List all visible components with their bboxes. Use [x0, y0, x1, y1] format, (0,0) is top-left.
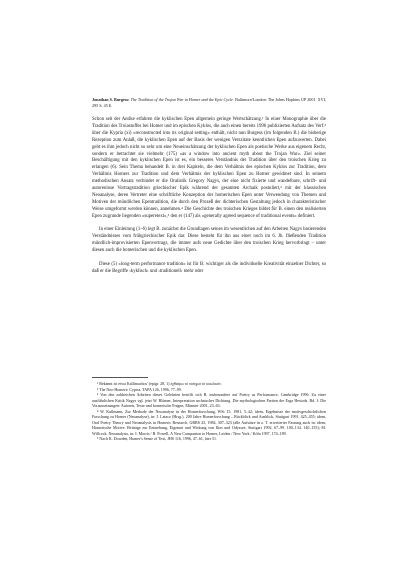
- body-paragraph: In einer Einleitung (1–6) legt B. zunächst die Grundlagen seines im wesentlichen auf den Arbeiten Nagys basierenden Verständnisses vom frühgriechischer Epik dar. Diese besteht für ihn aus einer noch im 6. Jh. fließenden Tradition mündlich-improvisierten Epenvortrags, die immer aufs neue Gedichte über den troischen Krieg hervorbringt – unter diesen auch die homerischen und die kyklischen Epen.: [92, 227, 326, 254]
- footnote: ¹ Bekannt ist etwa Kallimachos' (epigr. 28, 1) ἐχθαίρω τὸ ποίημα τὸ κυκλικόν.: [97, 381, 222, 386]
- footnote-divider: [92, 377, 148, 378]
- review-publication-info: Baltimore/London: The Johns Hopkins UP 2001. XVI, 295 S. 45 $.: [92, 97, 326, 108]
- footnote: ⁵ Nach K. Dowden, Homer's Sense of Text, JHS 116, 1996, 47–61, hier 51.: [97, 436, 218, 441]
- review-body: [92, 117, 326, 276]
- footnotes: [92, 381, 326, 442]
- body-paragraph: Schon seit der Antike erfahren die kyklischen Epen allgemein geringe Wertschätzung.¹ In einer Monographie über die Tradition des Troiastoffes bei Homer und im epischen Kyklos, die auch einen bereits 1996 publizierten Aufsatz des Verf.² über die Kypria (xi) »reconstructed into its original setting« enthält, nicht nun Burgess (im folgenden B.) die bisherige Rezeption zum Anlaß, die kyklischen Epen auf der Basis der wenigen Verszitate kenntlichen Epen aufzuwerten. Dabei geht es ihm jedoch nicht so sehr um eine Neueinschätzung der kyklischen Epen als poetische Werke aus eigenem Recht, sondern er betrachtet sie vielmehr (175) »as a window into ancient myth about the Trojan War«. Ziel seiner Beschäftigung mit den kyklischen Epen ist es, ein besseres Verständnis der Tradition über den troischen Krieg zu erlangen (6). Sein Thema behandelt B. in drei Kapiteln, die dem Verhältnis des epischen Kyklos zur Tradition, dem Verhältnis Homers zur Tradition und dem Verhältnis der kyklischen Epen zu Homer gewidmet sind. In seinem methodischen Ansatz verbindet er die Oralistik Gregory Nagys, der eine nicht fixierte und wandelbare, schrift- und autorenlose Vortragstradition griechischer Epik während der gesamten Archaik postuliert,³ mit der klassischen Neoanalyse, deren Vertreter eine schriftliche Konzeption der homerischen Epen unter Verwendung von Themen und Motiven der mündlichen Epentradition, die durch den Prozeß der dichterischen Gestaltung jedoch in charakteristischer Weise umgeformt werden können, annehmen.⁴ Die Geschichte des troischen Krieges bildet für B. einen den realisierten Epen zugrunde liegenden »superetext«,⁵ den er (147) als »generally agreed sequence of traditional events« definiert.: [92, 117, 326, 219]
- review-header: [92, 97, 326, 108]
- footnote: ⁴ W. Kullmann, Zur Methode der Neoanalyse in der Homerforschung, WSt 15, 1981, 5–42; idem, Ergebnisse der motivgeschichtlichen Forschung zu Homer (Neoanalyse), in: J. Latacz (Hrsg.), 200 Jahre Homerforschung – Rückblick und Ausblick, Stuttgart 1991, 425–455; idem, Oral Poetry Theory and Neoanalysis in Homeric Research, GRBS 25, 1984, 307–323 (alle Aufsätze in z. T. erweiterter Fassung auch in: idem, Homerische Motive. Beiträge zur Entstehung, Eigenart und Wirkung von Ilias und Odyssee, Stuttgart 1992, 67–99. 100–134. 140–155); M. Willcock, Neoanalysis, in: I. Morris / B. Powell, A New Companion to Homer, Leiden / New York / Köln 1997, 174–189.: [92, 408, 326, 436]
- footnote: ² The Neo-Homeric Cypria, TAPA 126, 1996, 77–99.: [97, 386, 182, 392]
- body-paragraph: Diese (5) »long-term performance tradition« ist für B. wichtiger als die individuelle Kreativität einzelner Dichter, so daß er die Begriffe ›kyklisch‹ und ›traditionell‹ mehr oder: [92, 261, 326, 274]
- review-book-title: The Tradition of the Trojan War in Homer and the Epic Cycle.: [130, 97, 235, 102]
- review-author: Jonathan S. Burgess:: [92, 97, 130, 102]
- footnote: ³ Von den zahlreichen Arbeiten dieses Gelehrten betrifft sich B. insbesondere auf Poetry as Performance, Cambridge 1996. Zu einer ausführlichen Kritik Nagys vgl. jetzt W. Blümer, Interpretation archaischer Dichtung. Die mythologischen Partien der Erga Hesiods. Bd. I: Die Voraussetzungen: Autoren, Texte und homerische Fragen, Münster 2001, 23–63.: [92, 392, 326, 408]
